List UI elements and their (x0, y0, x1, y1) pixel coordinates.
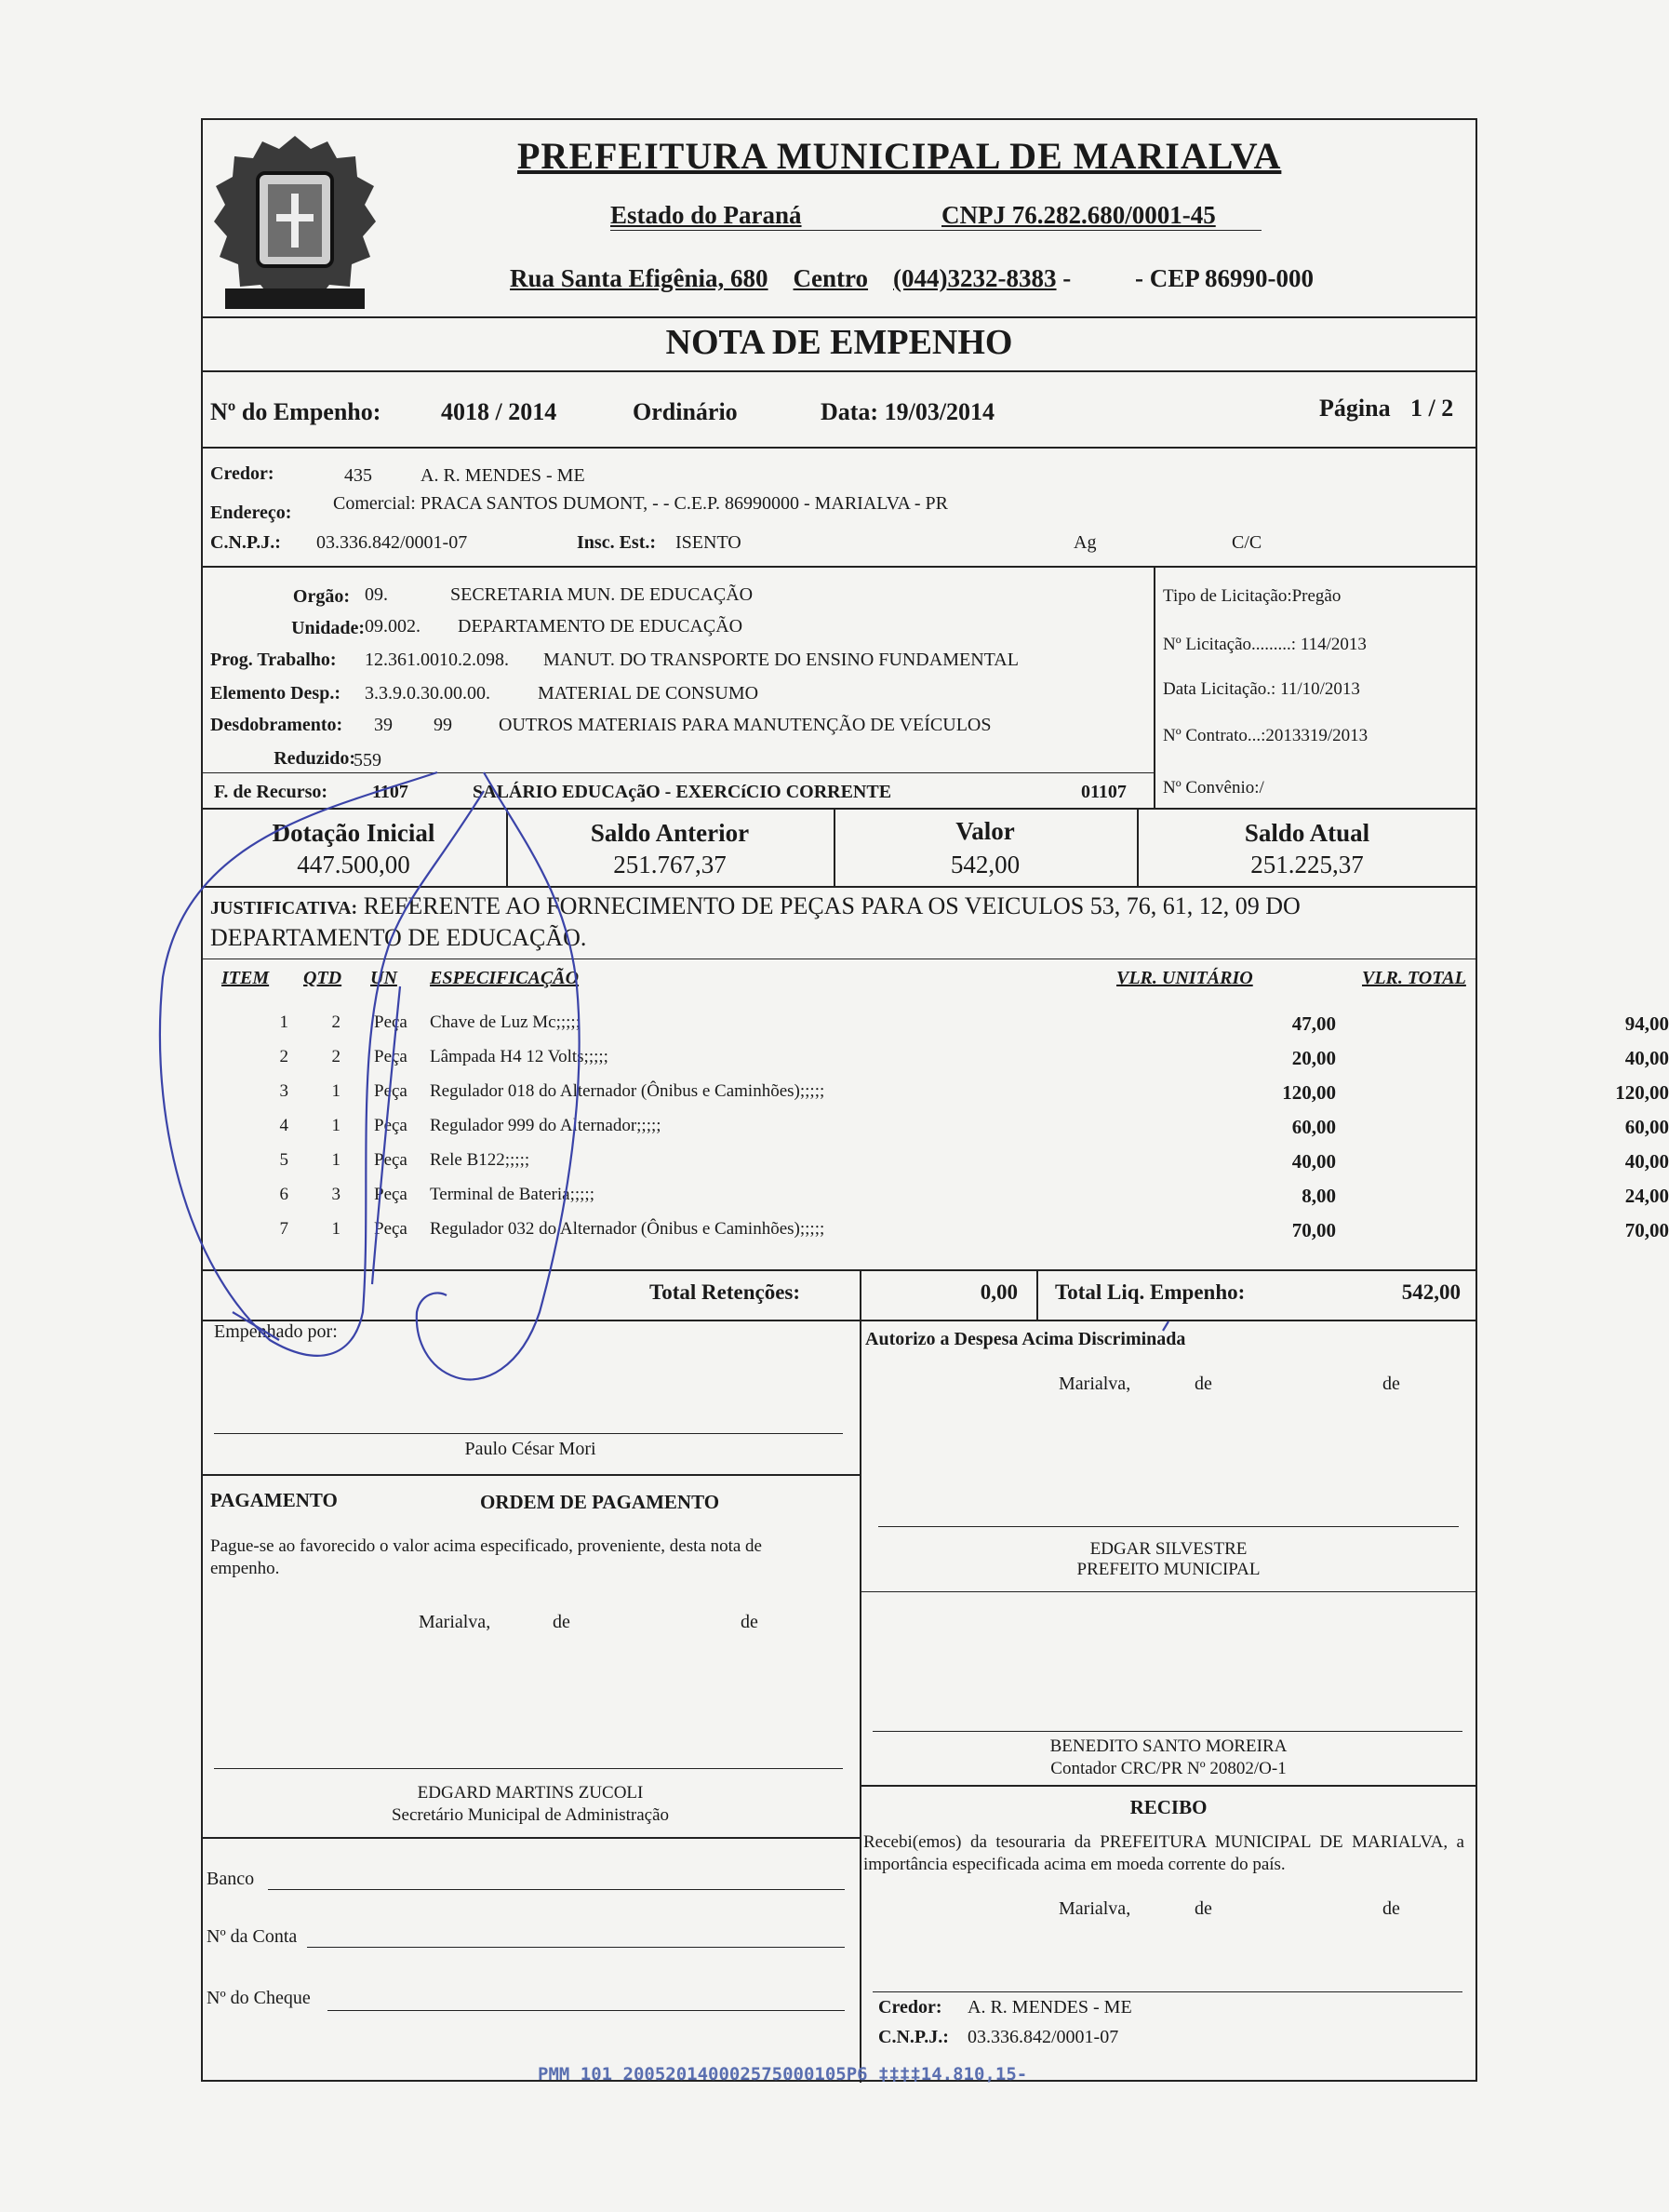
rule (860, 1591, 1477, 1592)
desd-name: OUTROS MATERIAIS PARA MANUTENÇÃO DE VEÍCULOS (499, 715, 992, 735)
licitacao-type: Tipo de Licitação:Pregão (1163, 586, 1342, 606)
item-unit: Peça (374, 1081, 407, 1101)
item-number: 1 (279, 1012, 288, 1032)
signature-line (214, 1768, 843, 1769)
recibo-city: Marialva, (1059, 1898, 1131, 1919)
cc-label: C/C (1232, 532, 1262, 553)
prog-code: 12.361.0010.2.098. (365, 650, 509, 670)
elem-name: MATERIAL DE CONSUMO (538, 683, 759, 704)
signature-line (873, 1991, 1462, 1992)
justificativa-line1: REFERENTE AO FORNECIMENTO DE PEÇAS PARA OS VEICULOS 53, 76, 61, 12, 09 DO (363, 892, 1301, 919)
ret-label: Total Retenções: (649, 1280, 801, 1304)
item-total: 120,00 (1615, 1081, 1669, 1104)
credor-address: Comercial: PRACA SANTOS DUMONT, - - C.E.P. 86990000 - MARIALVA - PR (333, 493, 948, 514)
credor-name: A. R. MENDES - ME (421, 465, 585, 486)
item-number: 7 (279, 1219, 288, 1239)
rule (201, 772, 1154, 773)
cheque-label: Nº do Cheque (207, 1988, 311, 2008)
unidade-name: DEPARTAMENTO DE EDUCAÇÃO (458, 616, 743, 637)
unidade-label: Unidade: (291, 618, 365, 638)
col-unit: VLR. UNITÁRIO (1116, 968, 1253, 988)
liq-value: 542,00 (1401, 1280, 1461, 1304)
prog-name: MANUT. DO TRANSPORTE DO ENSINO FUNDAMENTAL (543, 650, 1019, 670)
item-number: 5 (279, 1150, 288, 1170)
reduzido-value: 559 (354, 750, 381, 771)
orgao-code: 09. (365, 584, 388, 605)
autorizo-label: Autorizo a Despesa Acima Discriminada (865, 1329, 1186, 1349)
rule (1154, 566, 1155, 808)
item-qty: 1 (331, 1116, 340, 1135)
col-espec: ESPECIFICAÇÃO (430, 968, 580, 988)
mayor-title: PREFEITO MUNICIPAL (1076, 1560, 1261, 1579)
convenio-number: Nº Convênio:/ (1163, 778, 1264, 798)
prefeitura-title: PREFEITURA MUNICIPAL DE MARIALVA (517, 135, 1282, 177)
desd-code: 39 (374, 715, 393, 735)
coat-of-arms-logo (207, 128, 383, 324)
col-total: VLR. TOTAL (1362, 968, 1466, 988)
desd-sub: 99 (434, 715, 452, 735)
liq-label: Total Liq. Empenho: (1055, 1280, 1246, 1304)
rule (860, 1320, 861, 2083)
valor-value: 542,00 (950, 851, 1021, 878)
item-total: 24,00 (1624, 1185, 1669, 1207)
recibo-text: Recebi(emos) da tesouraria da PREFEITURA MUNICIPAL DE MARIALVA, a importância especificada acima em moeda corrente do país. (863, 1832, 1464, 1874)
rule (201, 808, 1477, 810)
fonte-name: SALÁRIO EDUCAçãO - EXERCíCIO CORRENTE (473, 782, 892, 802)
licitacao-number: Nº Licitação.........: 114/2013 (1163, 635, 1367, 654)
item-unit: Peça (374, 1185, 407, 1204)
valor-label: Valor (955, 817, 1015, 845)
secretary-name: EDGARD MARTINS ZUCOLI (417, 1783, 644, 1803)
item-number: 2 (279, 1047, 288, 1066)
item-number: 3 (279, 1081, 288, 1101)
doc-title: NOTA DE EMPENHO (665, 323, 1013, 362)
justificativa (210, 892, 1466, 953)
orgao-label: Orgão: (292, 586, 350, 607)
empenho-label: Nº do Empenho: (210, 398, 381, 425)
item-unit-price: 47,00 (1291, 1012, 1336, 1035)
cnpj-label: C.N.P.J.: (210, 532, 281, 553)
pagamento-de2: de (741, 1612, 758, 1632)
autorizo-de1: de (1195, 1374, 1212, 1394)
rule (201, 1474, 860, 1476)
rule (201, 566, 1477, 568)
list-item (201, 1047, 1669, 1081)
justificativa-label: JUSTIFICATIVA: (210, 898, 358, 918)
item-total: 94,00 (1624, 1012, 1669, 1035)
fonte-number: 01107 (1081, 782, 1127, 802)
rule (201, 316, 1477, 318)
mayor-name: EDGAR SILVESTRE (1089, 1539, 1248, 1559)
insc-value: ISENTO (675, 532, 741, 553)
prog-label: Prog. Trabalho: (210, 650, 337, 670)
saldo-atual-label: Saldo Atual (1244, 819, 1370, 847)
recibo-credor: A. R. MENDES - ME (968, 1997, 1132, 2018)
item-description: Regulador 018 do Alternador (Ônibus e Caminhões);;;;; (430, 1081, 825, 1101)
list-item (201, 1081, 1669, 1116)
item-total: 40,00 (1624, 1047, 1669, 1069)
unidade-code: 09.002. (365, 616, 421, 637)
col-item: ITEM (221, 968, 270, 988)
item-total: 70,00 (1624, 1219, 1669, 1241)
rule (201, 1837, 860, 1839)
pagamento-city: Marialva, (419, 1612, 491, 1632)
item-unit-price: 40,00 (1291, 1150, 1336, 1173)
item-unit: Peça (374, 1012, 407, 1032)
item-description: Lâmpada H4 12 Volts;;;;; (430, 1047, 608, 1066)
contador-title: Contador CRC/PR Nº 20802/O-1 (1050, 1759, 1287, 1778)
banco-line (268, 1889, 845, 1890)
saldo-atual-value: 251.225,37 (1250, 851, 1364, 878)
rule (860, 1785, 1477, 1787)
item-description: Regulador 999 do Alternador;;;;; (430, 1116, 661, 1135)
item-qty: 2 (331, 1012, 340, 1032)
state-underline (610, 230, 1262, 231)
fonte-code: 1107 (372, 782, 408, 802)
autorizo-de2: de (1382, 1374, 1400, 1394)
conta-line (307, 1947, 845, 1948)
contract-number: Nº Contrato...:2013319/2013 (1163, 726, 1369, 745)
item-qty: 2 (331, 1047, 340, 1066)
list-item (201, 1116, 1669, 1150)
insc-label: Insc. Est.: (577, 532, 657, 553)
item-total: 60,00 (1624, 1116, 1669, 1138)
recibo-cnpj: 03.336.842/0001-07 (968, 2027, 1119, 2047)
recibo-cnpj-label: C.N.P.J.: (878, 2027, 949, 2047)
dotacao-value: 447.500,00 (297, 851, 410, 878)
ag-label: Ag (1074, 532, 1097, 553)
signature-line (878, 1526, 1459, 1527)
pagamento-label: PAGAMENTO (210, 1489, 338, 1511)
sep-text: - (1062, 264, 1072, 292)
credor-cnpj: 03.336.842/0001-07 (316, 532, 468, 553)
conta-label: Nº da Conta (207, 1926, 298, 1947)
dotacao-label: Dotação Inicial (272, 819, 435, 847)
credor-code: 435 (344, 465, 372, 486)
rule (201, 886, 1477, 888)
item-description: Regulador 032 do Alternador (Ônibus e Caminhões);;;;; (430, 1219, 825, 1239)
empenhado-name: Paulo César Mori (464, 1439, 596, 1459)
cnpj-header: CNPJ 76.282.680/0001-45 (941, 201, 1216, 229)
rule (201, 1269, 1477, 1271)
footer-code: PMM 101 200520140002575000105P6 ‡‡‡‡14.810,15- (538, 2064, 1028, 2085)
desd-label: Desdobramento: (210, 715, 343, 735)
page-label: Página (1319, 395, 1391, 422)
item-unit-price: 70,00 (1291, 1219, 1336, 1241)
saldo-anterior-label: Saldo Anterior (590, 819, 750, 847)
item-unit: Peça (374, 1116, 407, 1135)
item-unit-price: 8,00 (1302, 1185, 1336, 1207)
col-qtd: QTD (303, 968, 342, 988)
phone-text: (044)3232-8383 (893, 264, 1057, 292)
fonte-label: F. de Recurso: (214, 782, 328, 802)
item-qty: 1 (331, 1150, 340, 1170)
recibo-de1: de (1195, 1898, 1212, 1919)
item-number: 4 (279, 1116, 288, 1135)
page-number: 1 / 2 (1410, 395, 1454, 422)
contador-name: BENEDITO SANTO MOREIRA (1049, 1736, 1288, 1756)
ret-value: 0,00 (980, 1280, 1018, 1304)
ordem-label: ORDEM DE PAGAMENTO (480, 1491, 720, 1513)
reduzido-label: Reduzido: (274, 748, 355, 769)
item-number: 6 (279, 1185, 288, 1204)
recibo-credor-label: Credor: (878, 1997, 942, 2018)
pagamento-text: Pague-se ao favorecido o valor acima especificado, proveniente, desta nota de empenho. (210, 1536, 762, 1578)
state-label: Estado do Paraná (610, 201, 802, 229)
pagamento-de1: de (553, 1612, 570, 1632)
item-unit: Peça (374, 1150, 407, 1170)
elem-label: Elemento Desp.: (210, 683, 340, 704)
licitacao-date: Data Licitação.: 11/10/2013 (1163, 679, 1360, 699)
street-text: Rua Santa Efigênia, 680 (510, 264, 768, 292)
elem-code: 3.3.9.0.30.00.00. (365, 683, 490, 704)
address-street (510, 264, 1071, 293)
col-un: UN (370, 968, 397, 988)
item-unit: Peça (374, 1219, 407, 1239)
empenho-type: Ordinário (633, 398, 738, 425)
recibo-de2: de (1382, 1898, 1400, 1919)
item-description: Rele B122;;;;; (430, 1150, 530, 1170)
justificativa-line2: DEPARTAMENTO DE EDUCAÇÃO. (210, 924, 587, 951)
item-unit-price: 60,00 (1291, 1116, 1336, 1138)
district-text: Centro (793, 264, 869, 292)
item-qty: 1 (331, 1219, 340, 1239)
list-item (201, 1219, 1669, 1253)
empenho-date: Data: 19/03/2014 (821, 398, 995, 425)
item-qty: 1 (331, 1081, 340, 1101)
empenho-number: 4018 / 2014 (441, 398, 557, 425)
secretary-title: Secretário Municipal de Administração (391, 1805, 670, 1825)
rule (201, 447, 1477, 449)
rule (201, 1320, 1477, 1321)
banco-label: Banco (207, 1869, 255, 1889)
item-unit-price: 20,00 (1291, 1047, 1336, 1069)
recibo-title: RECIBO (1129, 1796, 1208, 1818)
credor-label: Credor: (210, 463, 274, 484)
signature-line (873, 1731, 1462, 1732)
empenhado-label: Empenhado por: (214, 1321, 338, 1342)
address-label: Endereço: (210, 503, 292, 523)
item-unit-price: 120,00 (1282, 1081, 1336, 1104)
cep-text: - CEP 86990-000 (1135, 264, 1314, 292)
list-item (201, 1012, 1669, 1047)
item-description: Terminal de Bateria;;;;; (430, 1185, 594, 1204)
item-qty: 3 (331, 1185, 340, 1204)
list-item (201, 1185, 1669, 1219)
item-unit: Peça (374, 1047, 407, 1066)
rule (1036, 1269, 1038, 1320)
item-description: Chave de Luz Mc;;;;; (430, 1012, 581, 1032)
signature-line (214, 1433, 843, 1434)
item-total: 40,00 (1624, 1150, 1669, 1173)
rule (201, 370, 1477, 372)
list-item (201, 1150, 1669, 1185)
saldo-anterior-value: 251.767,37 (613, 851, 727, 878)
orgao-name: SECRETARIA MUN. DE EDUCAÇÃO (450, 584, 754, 605)
cheque-line (327, 2010, 845, 2011)
autorizo-city: Marialva, (1059, 1374, 1131, 1394)
